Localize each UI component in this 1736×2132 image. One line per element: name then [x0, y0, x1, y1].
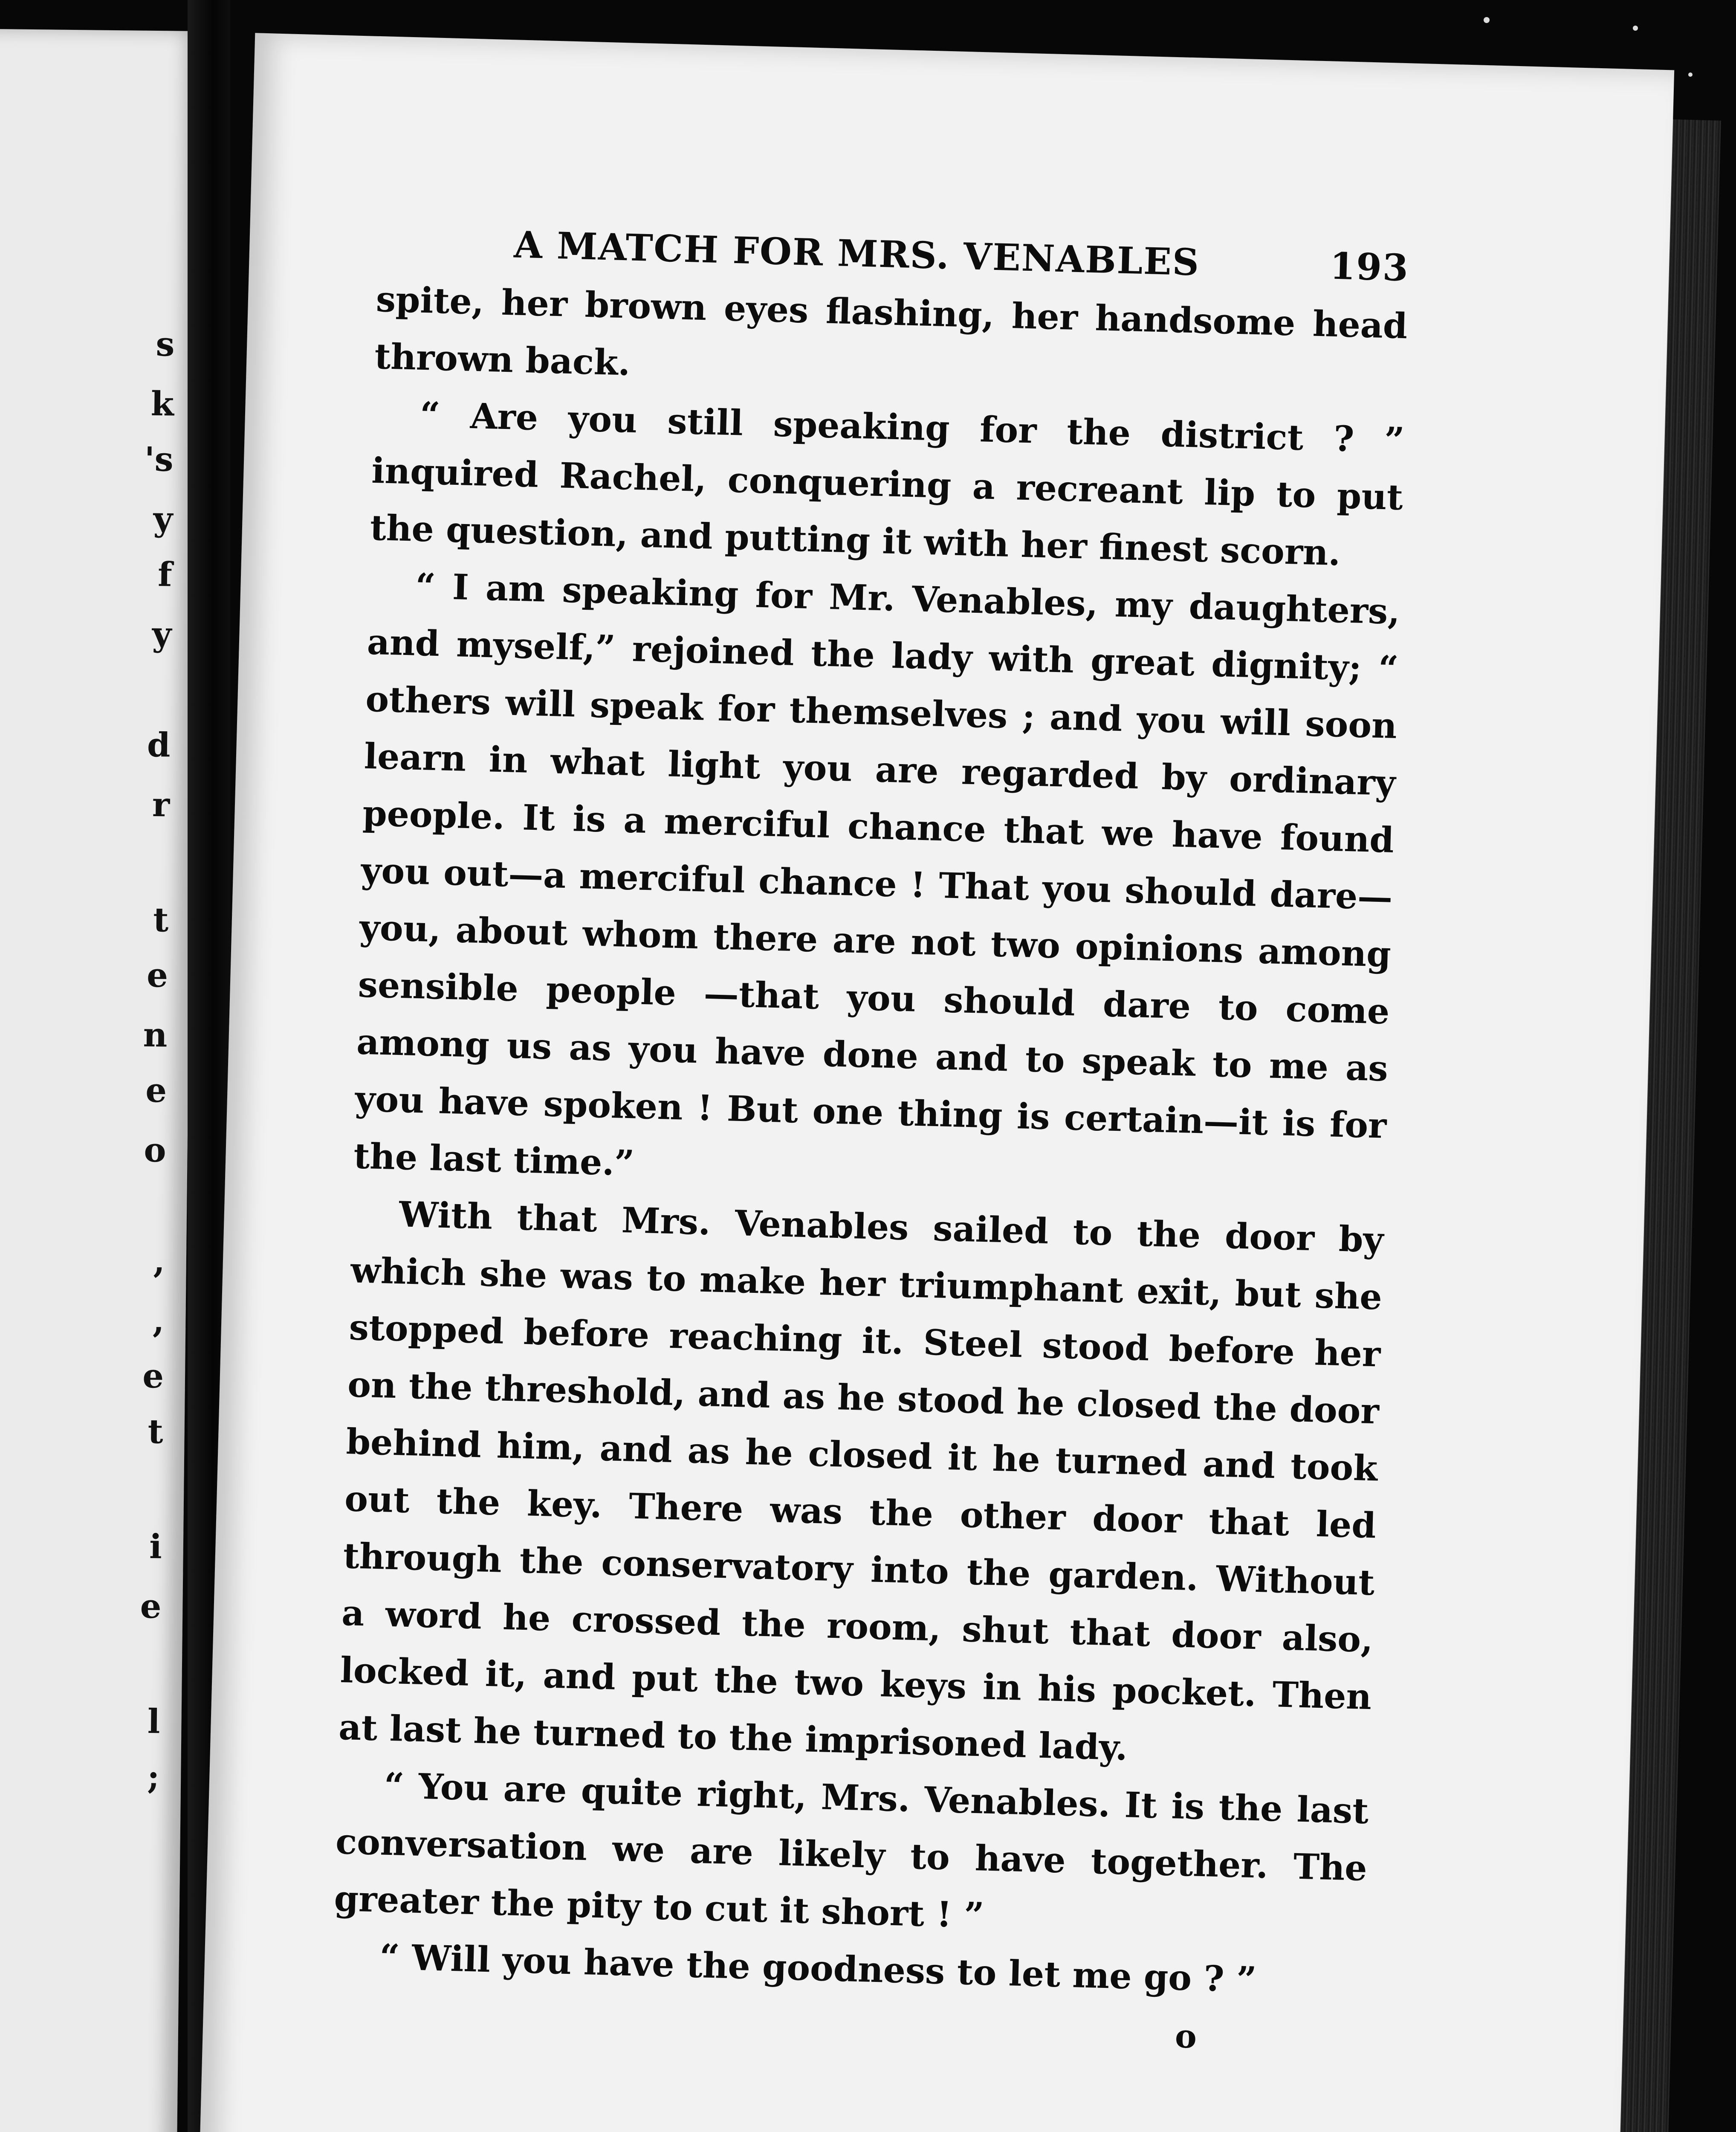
- margin-fragment: e: [142, 1356, 164, 1396]
- dust-speck: [1633, 26, 1638, 31]
- margin-fragment: n: [143, 1015, 168, 1055]
- margin-fragment: 's: [144, 440, 174, 479]
- margin-fragment: f: [157, 555, 173, 594]
- margin-fragment: l: [147, 1702, 161, 1741]
- dust-speck: [1484, 17, 1490, 23]
- paragraph: “ Are you still speaking for the district ? ” inquired Rachel, conquering a recreant lip to put the question, and putting it with her finest scorn.: [369, 394, 1405, 574]
- right-page: [197, 33, 1674, 2132]
- margin-fragment: d: [147, 725, 171, 765]
- page-number: 193: [1329, 244, 1410, 290]
- margin-fragment: k: [150, 384, 174, 424]
- margin-fragment: y: [153, 500, 173, 539]
- left-facing-page: [0, 29, 199, 2132]
- margin-fragment: s: [156, 325, 175, 364]
- margin-fragment: e: [145, 1071, 167, 1110]
- margin-fragment: y: [152, 615, 172, 654]
- paragraph: “ I am speaking for Mr. Venables, my daughters, and myself,” rejoined the lady with great dignity; “ others will speak for themselves ; and you will soon learn in what light you are regarded by ordinary people. It is a merciful chance that we have found you out—a merciful chance ! That you should dare—you, about whom there are not two opinions among sensible people —that you should dare to come among us as you have done and to speak to me as you have spoken ! But one thing is certain—it is for the last time.”: [353, 565, 1401, 1184]
- margin-fragment: e: [146, 956, 168, 995]
- margin-fragment: ,: [153, 1242, 165, 1281]
- margin-fragment: o: [144, 1130, 167, 1170]
- paragraph: “ Will you have the goodness to let me go ? ”: [379, 1936, 1257, 2001]
- margin-fragment: e: [140, 1587, 162, 1626]
- margin-fragment: t: [153, 901, 169, 940]
- margin-fragment: r: [152, 785, 170, 825]
- paragraph: spite, her brown eyes flashing, her handsome head thrown back.: [374, 278, 1408, 384]
- paragraph: “ You are quite right, Mrs. Venables. It is the last conversation we are likely to have together. The greater the pity to cut it short ! ”: [333, 1765, 1369, 1936]
- signature-mark: o: [1174, 2017, 1197, 2056]
- left-page-margin-text: [0, 29, 178, 2132]
- paragraph: With that Mrs. Venables sailed to the door by which she was to make her triumphant exit, but she stopped before reaching it. Steel stood before her on the threshold, and as he stood he closed the door behind him, and as he closed it he turned and took out the key. There was the other door that led through the conservatory into the garden. Without a word he crossed the room, shut that door also, locked it, and put the two keys in his pocket. Then at last he turned to the imprisoned lady.: [338, 1194, 1384, 1769]
- margin-fragment: t: [148, 1412, 164, 1451]
- running-head-title: A MATCH FOR MRS. VENABLES: [513, 223, 1201, 284]
- dust-speck: [1688, 72, 1693, 77]
- margin-fragment: ;: [147, 1758, 160, 1797]
- page-text-block: [330, 220, 1409, 2062]
- margin-fragment: ,: [152, 1301, 165, 1341]
- margin-fragment: i: [149, 1527, 162, 1567]
